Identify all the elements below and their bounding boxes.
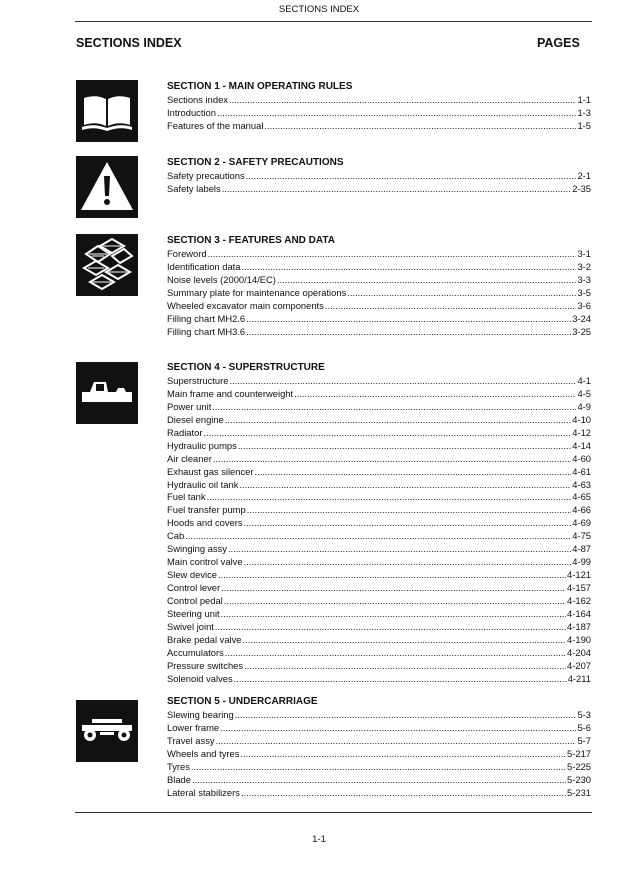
- dot-leader: [220, 722, 576, 735]
- entry-page: 4-211: [567, 672, 591, 684]
- entry-page: 4-10: [572, 413, 591, 425]
- entry-label: Exhaust gas silencer: [167, 465, 254, 477]
- entry-label: Control pedal: [167, 594, 223, 606]
- toc-entry[interactable]: [167, 673, 591, 686]
- toc-entry[interactable]: [167, 94, 591, 107]
- section-4: [167, 361, 591, 686]
- entry-label: Main control valve: [167, 556, 243, 568]
- dot-leader: [244, 556, 572, 569]
- dot-leader: [225, 647, 566, 660]
- entry-page: 4-187: [567, 620, 591, 632]
- data-cubes-icon: [76, 234, 138, 296]
- dot-leader: [244, 517, 572, 530]
- toc-entry[interactable]: [167, 375, 591, 388]
- entry-page: 5-7: [577, 734, 591, 746]
- entry-page: 4-162: [567, 594, 591, 606]
- dot-leader: [218, 569, 566, 582]
- dot-leader: [217, 107, 576, 120]
- toc-entry[interactable]: [167, 556, 591, 569]
- entry-page: 5-230: [567, 773, 591, 785]
- dot-leader: [229, 94, 576, 107]
- toc-entry[interactable]: [167, 479, 591, 492]
- toc-entry[interactable]: [167, 414, 591, 427]
- dot-leader: [221, 608, 566, 621]
- toc-entry[interactable]: [167, 634, 591, 647]
- entry-page: 5-3: [577, 709, 591, 720]
- entry-page: 4-63: [572, 478, 591, 490]
- entry-page: 5-225: [567, 760, 591, 772]
- entry-label: Power unit: [167, 400, 212, 412]
- entry-page: 4-61: [572, 465, 591, 477]
- entry-page: 4-12: [572, 426, 591, 438]
- entry-label: Introduction: [167, 106, 216, 118]
- dot-leader: [208, 248, 577, 261]
- toc-entry[interactable]: [167, 647, 591, 660]
- toc-entry[interactable]: [167, 313, 591, 326]
- entry-page: 3-3: [577, 273, 591, 285]
- toc-entry[interactable]: [167, 660, 591, 673]
- entry-label: Lower frame: [167, 721, 220, 733]
- entry-page: 2-1: [577, 170, 591, 181]
- section-title: SECTION 2 - SAFETY PRECAUTIONS: [167, 157, 344, 168]
- dot-leader: [246, 170, 577, 183]
- entry-page: 1-1: [577, 94, 591, 105]
- dot-leader: [243, 634, 566, 647]
- toc-entry[interactable]: [167, 326, 591, 339]
- entry-label: Hoods and covers: [167, 517, 243, 529]
- toc-entry[interactable]: [167, 543, 591, 556]
- entry-label: Cab: [167, 530, 185, 542]
- toc-entry[interactable]: [167, 170, 591, 183]
- running-header: SECTIONS INDEX: [278, 4, 360, 15]
- dot-leader: [230, 375, 577, 388]
- section-title: SECTION 3 - FEATURES AND DATA: [167, 235, 335, 246]
- toc-entry[interactable]: [167, 504, 591, 517]
- dot-leader: [212, 401, 576, 414]
- entry-label: Radiator: [167, 426, 203, 438]
- section-1: [167, 80, 591, 133]
- dot-leader: [225, 414, 571, 427]
- toc-entry[interactable]: [167, 595, 591, 608]
- entry-page: 4-5: [577, 387, 591, 399]
- entry-label: Lateral stabilizers: [167, 786, 240, 798]
- entry-label: Hydraulic oil tank: [167, 478, 239, 490]
- entry-label: Sections index: [167, 94, 228, 105]
- entry-label: Main frame and counterweight: [167, 387, 294, 399]
- entry-label: Fuel tank: [167, 491, 206, 503]
- dot-leader: [203, 427, 571, 440]
- toc-entry[interactable]: [167, 466, 591, 479]
- dot-leader: [244, 660, 566, 673]
- entry-label: Filling chart MH3.6: [167, 325, 246, 337]
- toc-entry[interactable]: [167, 287, 591, 300]
- section-title: SECTION 4 - SUPERSTRUCTURE: [167, 362, 325, 373]
- dot-leader: [246, 326, 571, 339]
- entry-page: 4-69: [572, 517, 591, 529]
- dot-leader: [247, 504, 572, 517]
- dot-leader: [240, 748, 566, 761]
- entry-label: Solenoid valves: [167, 672, 233, 684]
- entry-label: Pressure switches: [167, 659, 244, 671]
- entry-page: 4-190: [567, 633, 591, 645]
- entry-page: 4-65: [572, 491, 591, 503]
- page-number: 1-1: [312, 834, 326, 845]
- entry-page: 4-14: [572, 439, 591, 451]
- dot-leader: [234, 673, 567, 686]
- entry-page: 4-207: [567, 659, 591, 671]
- entry-page: 3-2: [577, 260, 591, 272]
- dot-leader: [277, 274, 577, 287]
- entry-label: Safety precautions: [167, 170, 245, 181]
- toc-entry[interactable]: [167, 261, 591, 274]
- entry-page: 4-204: [567, 646, 591, 658]
- entry-label: Slew device: [167, 569, 218, 581]
- toc-entry[interactable]: [167, 248, 591, 261]
- dot-leader: [238, 440, 571, 453]
- entry-page: 4-157: [567, 582, 591, 593]
- section-2: [167, 156, 591, 196]
- toc-entry[interactable]: [167, 787, 591, 800]
- entry-label: Hydraulic pumps: [167, 439, 237, 451]
- undercarriage-wheels-icon: [76, 700, 138, 762]
- entry-page: 3-5: [577, 286, 591, 298]
- dot-leader: [207, 491, 572, 504]
- entry-label: Fuel transfer pump: [167, 504, 246, 516]
- entry-label: Summary plate for maintenance operations: [167, 286, 347, 298]
- entry-label: Identification data: [167, 260, 241, 272]
- dot-leader: [221, 582, 566, 595]
- dot-leader: [347, 287, 576, 300]
- dot-leader: [242, 261, 577, 274]
- entry-label: Brake pedal valve: [167, 633, 242, 645]
- entry-label: Slewing bearing: [167, 709, 234, 720]
- toc-entry[interactable]: [167, 608, 591, 621]
- entry-page: 1-5: [577, 119, 591, 131]
- entry-page: 4-87: [572, 543, 591, 555]
- toc-entry[interactable]: [167, 453, 591, 466]
- open-book-icon: [76, 80, 138, 142]
- dot-leader: [246, 313, 571, 326]
- entry-label: Accumulators: [167, 646, 224, 658]
- header-rule: [75, 21, 592, 22]
- dot-leader: [235, 709, 577, 722]
- entry-label: Swivel joint: [167, 620, 214, 632]
- entry-label: Blade: [167, 773, 191, 785]
- entry-page: 4-60: [572, 452, 591, 464]
- entry-page: 4-1: [577, 375, 591, 386]
- dot-leader: [224, 595, 566, 608]
- page-title: SECTIONS INDEX: [76, 36, 182, 50]
- entry-label: Swinging assy: [167, 543, 227, 555]
- toc-entry[interactable]: [167, 748, 591, 761]
- toc-entry[interactable]: [167, 300, 591, 313]
- toc-entry[interactable]: [167, 274, 591, 287]
- toc-entry[interactable]: [167, 491, 591, 504]
- toc-entry[interactable]: [167, 722, 591, 735]
- section-title: SECTION 5 - UNDERCARRIAGE: [167, 696, 318, 707]
- toc-entry[interactable]: [167, 120, 591, 133]
- entry-page: 4-66: [572, 504, 591, 516]
- dot-leader: [255, 466, 572, 479]
- pages-heading: PAGES: [537, 36, 580, 50]
- toc-entry[interactable]: [167, 735, 591, 748]
- toc-entry[interactable]: [167, 183, 591, 196]
- toc-entry[interactable]: [167, 582, 591, 595]
- entry-label: Foreword: [167, 248, 207, 259]
- toc-entry[interactable]: [167, 709, 591, 722]
- entry-label: Superstructure: [167, 375, 229, 386]
- toc-entry[interactable]: [167, 107, 591, 120]
- toc-entry[interactable]: [167, 427, 591, 440]
- entry-page: 5-6: [577, 721, 591, 733]
- entry-label: Filling chart MH2.6: [167, 312, 246, 324]
- entry-page: 1-3: [577, 106, 591, 118]
- toc-entry[interactable]: [167, 440, 591, 453]
- section-title: SECTION 1 - MAIN OPERATING RULES: [167, 81, 353, 92]
- entry-label: Control lever: [167, 582, 221, 593]
- toc-entry[interactable]: [167, 774, 591, 787]
- entry-label: Wheeled excavator main components: [167, 299, 324, 311]
- toc-entry[interactable]: [167, 569, 591, 582]
- dot-leader: [191, 761, 566, 774]
- excavator-superstructure-icon: [76, 362, 138, 424]
- entry-page: 5-231: [567, 786, 591, 798]
- entry-page: 5-217: [567, 747, 591, 759]
- entry-page: 4-75: [572, 530, 591, 542]
- entry-page: 3-24: [572, 312, 591, 324]
- dot-leader: [241, 787, 566, 800]
- dot-leader: [216, 735, 577, 748]
- toc-entry[interactable]: [167, 761, 591, 774]
- dot-leader: [215, 621, 566, 634]
- entry-label: Air cleaner: [167, 452, 212, 464]
- dot-leader: [185, 530, 571, 543]
- section-3: [167, 234, 591, 339]
- entry-label: Noise levels (2000/14/EC): [167, 273, 276, 285]
- entry-page: 4-164: [567, 607, 591, 619]
- entry-page: 4-99: [572, 556, 591, 568]
- dot-leader: [222, 183, 572, 196]
- entry-page: 4-121: [567, 569, 591, 581]
- warning-triangle-icon: [76, 156, 138, 218]
- dot-leader: [325, 300, 577, 313]
- dot-leader: [264, 120, 576, 133]
- toc-entry[interactable]: [167, 517, 591, 530]
- entry-page: 3-25: [572, 325, 591, 337]
- entry-label: Diesel engine: [167, 413, 224, 425]
- dot-leader: [192, 774, 566, 787]
- entry-page: 3-6: [577, 299, 591, 311]
- entry-page: 3-1: [577, 248, 591, 259]
- entry-label: Features of the manual: [167, 119, 264, 131]
- toc-entry[interactable]: [167, 388, 591, 401]
- toc-entry[interactable]: [167, 530, 591, 543]
- entry-label: Tyres: [167, 760, 190, 772]
- entry-label: Travel assy: [167, 734, 215, 746]
- section-5: [167, 695, 591, 800]
- entry-label: Wheels and tyres: [167, 747, 240, 759]
- entry-label: Safety labels: [167, 182, 221, 194]
- entry-label: Steering unit: [167, 607, 220, 619]
- dot-leader: [213, 453, 571, 466]
- entry-page: 2-35: [572, 182, 591, 194]
- entry-page: 4-9: [577, 400, 591, 412]
- toc-entry[interactable]: [167, 401, 591, 414]
- dot-leader: [228, 543, 571, 556]
- dot-leader: [239, 479, 571, 492]
- footer-rule: [75, 812, 592, 813]
- toc-entry[interactable]: [167, 621, 591, 634]
- dot-leader: [294, 388, 576, 401]
